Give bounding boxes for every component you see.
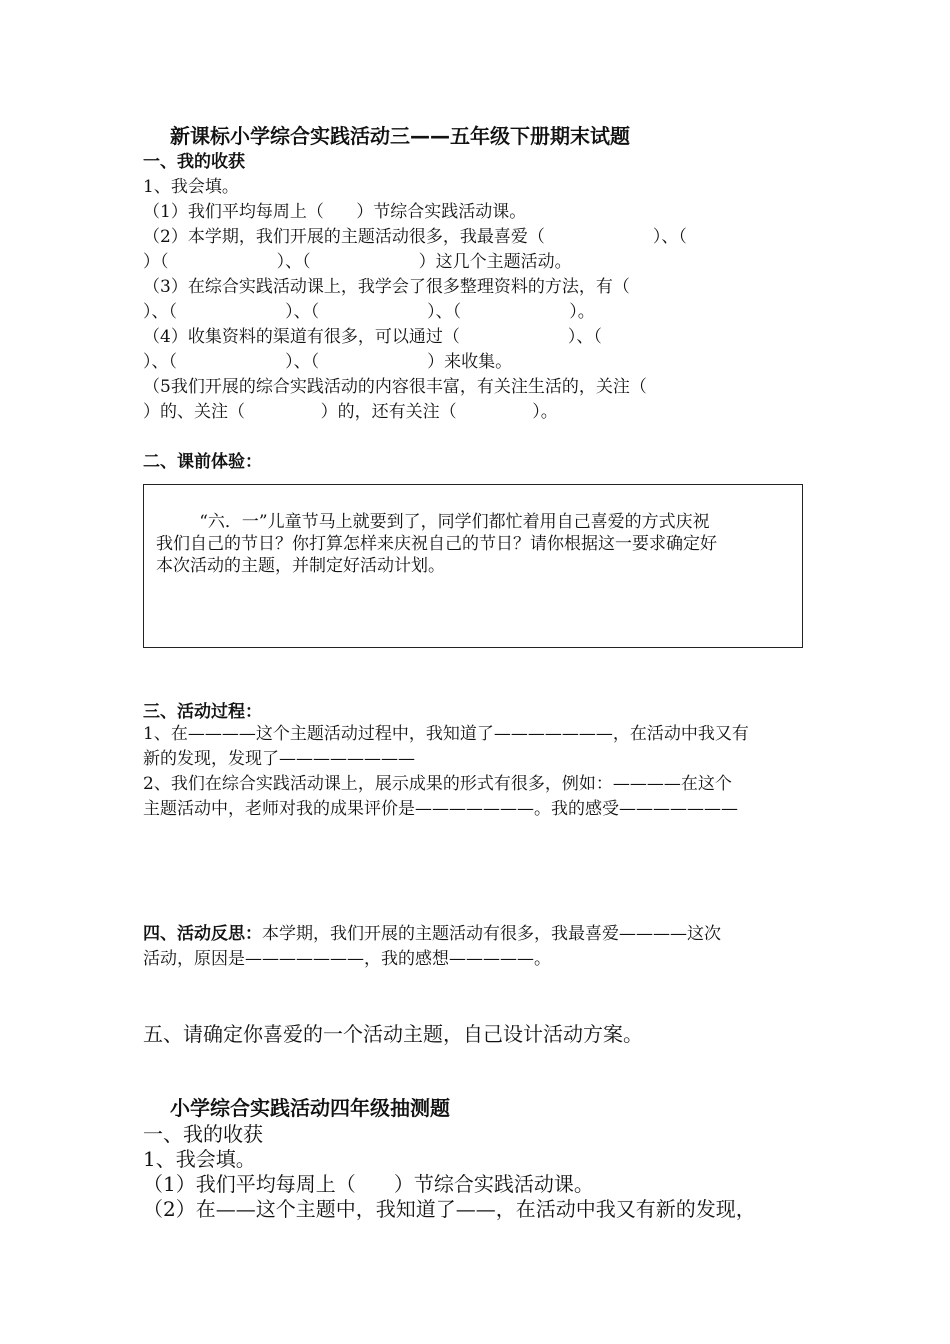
process-line-3: 2、我们在综合实践活动课上，展示成果的形式有很多，例如：————在这个 (143, 774, 732, 794)
exam1-title: 新课标小学综合实践活动三——五年级下册期末试题 (170, 124, 630, 148)
fill-line-5: ）、（ ）、（ ）、（ ）。 (143, 302, 595, 322)
process-line-4: 主题活动中，老师对我的成果评价是———————。我的感受——————— (143, 799, 738, 819)
section2-heading: 二、课前体验： (143, 452, 262, 472)
exam2-fill-line-2: （2）在——这个主题中，我知道了——，在活动中我又有新的发现， (143, 1197, 756, 1221)
fill-line-8: （5我们开展的综合实践活动的内容很丰富，有关注生活的，关注（ (143, 377, 647, 397)
box-prompt-text: “六．一”儿童节马上就要到了，同学们都忙着用自己喜爱的方式庆祝 我们自己的节日？你打算怎样来庆祝自己的节日？请你根据这一要求确定好 本次活动的主题，并制定好活动计划。 (156, 512, 717, 576)
exam2-title: 小学综合实践活动四年级抽测题 (170, 1096, 450, 1120)
fill-line-6: （4）收集资料的渠道有很多，可以通过（ ）、（ (143, 327, 602, 347)
section3-heading: 三、活动过程： (143, 702, 262, 722)
reflection-text-1: 本学期，我们开展的主题活动有很多，我最喜爱————这次 (262, 924, 721, 944)
process-line-1: 1、在————这个主题活动过程中，我知道了———————，在活动中我又有 (143, 724, 749, 744)
exam2-question-1-label: 1、我会填。 (143, 1147, 256, 1171)
fill-line-7: ）、（ ）、（ ）来收集。 (143, 352, 513, 372)
section1-heading: 一、我的收获 (143, 152, 245, 172)
exam2-section1-heading: 一、我的收获 (143, 1122, 263, 1146)
section4-heading: 四、活动反思： (143, 924, 262, 944)
pre-class-experience-box (143, 484, 803, 648)
process-line-2: 新的发现，发现了———————— (143, 749, 415, 769)
section4-line-1 (143, 922, 721, 946)
fill-line-3: ）（ ）、（ ）这几个主题活动。 (143, 252, 572, 272)
question-1-label: 1、我会填。 (143, 177, 239, 197)
fill-line-2: （2）本学期，我们开展的主题活动很多，我最喜爱（ ）、（ (143, 227, 687, 247)
exam2-fill-line-1: （1）我们平均每周上（ ）节综合实践活动课。 (143, 1172, 594, 1196)
fill-line-4: （3）在综合实践活动课上，我学会了很多整理资料的方法，有（ (143, 277, 630, 297)
fill-line-9: ）的、关注（ ）的，还有关注（ ）。 (143, 402, 558, 422)
section5-text: 五、请确定你喜爱的一个活动主题，自己设计活动方案。 (143, 1022, 643, 1046)
fill-line-1: （1）我们平均每周上（ ）节综合实践活动课。 (143, 202, 527, 222)
reflection-text-2: 活动，原因是———————，我的感想—————。 (143, 949, 551, 969)
